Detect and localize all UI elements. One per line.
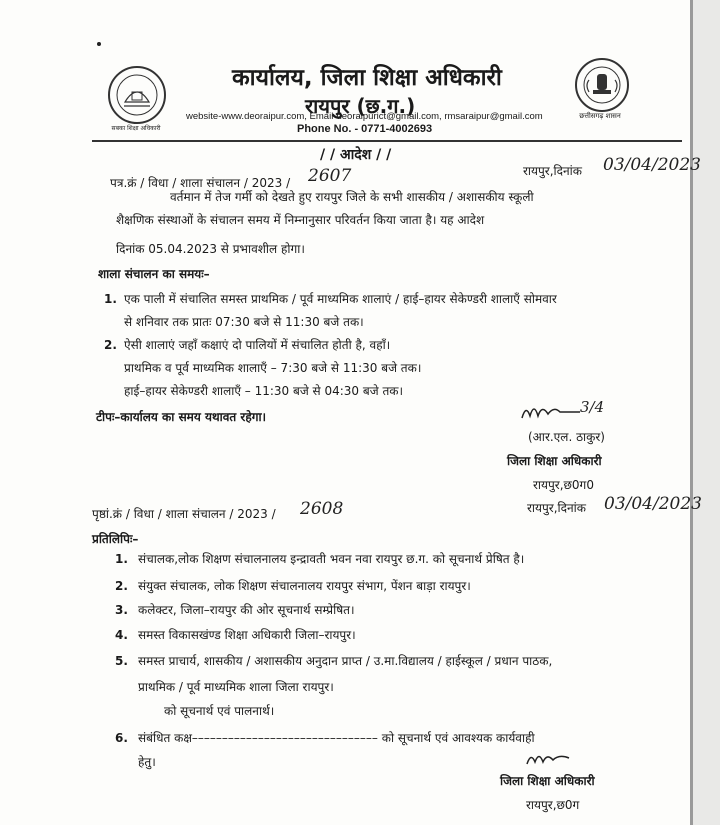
copy-item-5-line-3: को सूचनार्थ एवं पालनार्थ। — [164, 704, 275, 718]
order-heading: / / आदेश / / — [320, 147, 392, 163]
signature-scribble-2 — [525, 748, 585, 772]
header-rule — [92, 140, 682, 142]
body-line-2: शैक्षणिक संस्थाओं के संचालन समय में निम्नानुसार परिवर्तन किया जाता है। यह आदेश — [116, 213, 485, 227]
body-line-1: वर्तमान में तेज गर्मी को देखते हुए रायपुर जिले के सभी शासकीय / अशासकीय स्कूली — [170, 190, 534, 204]
ashoka-emblem-icon — [577, 60, 627, 110]
office-city: रायपुर (छ.ग.) — [305, 94, 416, 118]
copy-heading: प्रतिलिपिः– — [92, 532, 139, 546]
signature-initials: 3/4 — [580, 398, 605, 416]
copy-item-3-number: 3. — [115, 603, 128, 617]
endorsement-reference: पृष्ठां.क्रं / विधा / शाला संचालन / 2023 / — [92, 507, 276, 521]
item-1-number: 1. — [104, 292, 117, 306]
emblem-icon — [110, 68, 164, 122]
ink-dot — [97, 42, 101, 46]
letter-date: 03/04/2023 — [603, 155, 701, 175]
endorsement-date-label: रायपुर,दिनांक — [527, 501, 586, 515]
copy-item-1-number: 1. — [115, 552, 128, 566]
copy-item-6-text: संबंधित कक्ष––––––––––––––––––––––––––––––– को सूचनार्थ एवं आवश्यक कार्यवाही — [138, 731, 535, 745]
letter-number: 2607 — [308, 166, 352, 186]
endorsement-number: 2608 — [300, 499, 344, 519]
office-time-note: टीपः–कार्यालय का समय यथावत रहेगा। — [96, 410, 267, 424]
item-2-line-2: प्राथमिक व पूर्व माध्यमिक शालाएँ – 7:30 बजे से 11:30 बजे तक। — [124, 361, 422, 375]
right-logo-caption: छत्तीसगढ़ शासन — [579, 112, 621, 120]
copy-item-5-line-2: प्राथमिक / पूर्व माध्यमिक शाला जिला रायपुर। — [138, 680, 334, 694]
letter-reference: पत्र.क्रं / विधा / शाला संचालन / 2023 / — [110, 176, 291, 190]
copy-item-5-text: समस्त प्राचार्य, शासकीय / अशासकीय अनुदान प्राप्त / उ.मा.विद्यालय / हाईस्कूल / प्रधान पाठक, — [138, 654, 553, 668]
copy-item-6-line-2: हेतु। — [138, 755, 156, 769]
item-2-line-1: ऐसी शालाएं जहाँ कक्षाएं दो पालियों में संचालित होती है, वहाँ। — [124, 338, 391, 352]
copy-item-1-text: संचालक,लोक शिक्षण संचालनालय इन्द्रावती भवन नवा रायपुर छ.ग. को सूचनार्थ प्रेषित है। — [138, 552, 525, 566]
left-logo-caption: सबका शिक्षा अधिकारी — [111, 125, 161, 132]
item-2-line-3: हाई–हायर सेकेण्डरी शालाएँ – 11:30 बजे से 04:30 बजे तक। — [124, 384, 404, 398]
signatory-place-2: रायपुर,छ0ग — [526, 798, 580, 812]
website-email-line: website-www.deoraipur.com, Email-deoraipurict@gmail.com, rmsaraipur@gmail.com — [186, 111, 543, 122]
copy-item-2-number: 2. — [115, 579, 128, 593]
office-title: कार्यालय, जिला शिक्षा अधिकारी — [232, 65, 502, 91]
page-edge — [690, 0, 720, 825]
signatory-place: रायपुर,छ0ग0 — [533, 478, 594, 492]
copy-item-4-number: 4. — [115, 628, 128, 642]
signatory-designation: जिला शिक्षा अधिकारी — [507, 454, 602, 468]
endorsement-date: 03/04/2023 — [604, 494, 702, 514]
copy-item-4-text: समस्त विकासखंण्ड शिक्षा अधिकारी जिला–रायपुर। — [138, 628, 356, 642]
item-2-number: 2. — [104, 338, 117, 352]
copy-item-3-text: कलेक्टर, जिला–रायपुर की ओर सूचनार्थ सम्प्रेषित। — [138, 603, 355, 617]
office-logo-left — [108, 66, 166, 124]
item-1-line-1: एक पाली में संचालित समस्त प्राथमिक / पूर्व माध्यमिक शालाएं / हाई–हायर सेकेण्डरी शालाएँ सोमवार — [124, 292, 557, 306]
phone-number: Phone No. - 0771-4002693 — [297, 123, 433, 135]
item-1-line-2: से शनिवार तक प्रातः 07:30 बजे से 11:30 बजे तक। — [124, 315, 364, 329]
body-line-3: दिनांक 05.04.2023 से प्रभावशील होगा। — [116, 242, 305, 256]
copy-item-6-number: 6. — [115, 731, 128, 745]
copy-item-2-text: संयुक्त संचालक, लोक शिक्षण संचालनालय रायपुर संभाग, पेंशन बाड़ा रायपुर। — [138, 579, 471, 593]
letter-date-label: रायपुर,दिनांक — [523, 164, 582, 178]
signatory-name: (आर.एल. ठाकुर) — [528, 430, 605, 444]
copy-item-5-number: 5. — [115, 654, 128, 668]
government-seal — [575, 58, 629, 112]
timing-heading: शाला संचालन का समयः– — [98, 267, 210, 281]
signatory-designation-2: जिला शिक्षा अधिकारी — [500, 774, 595, 788]
